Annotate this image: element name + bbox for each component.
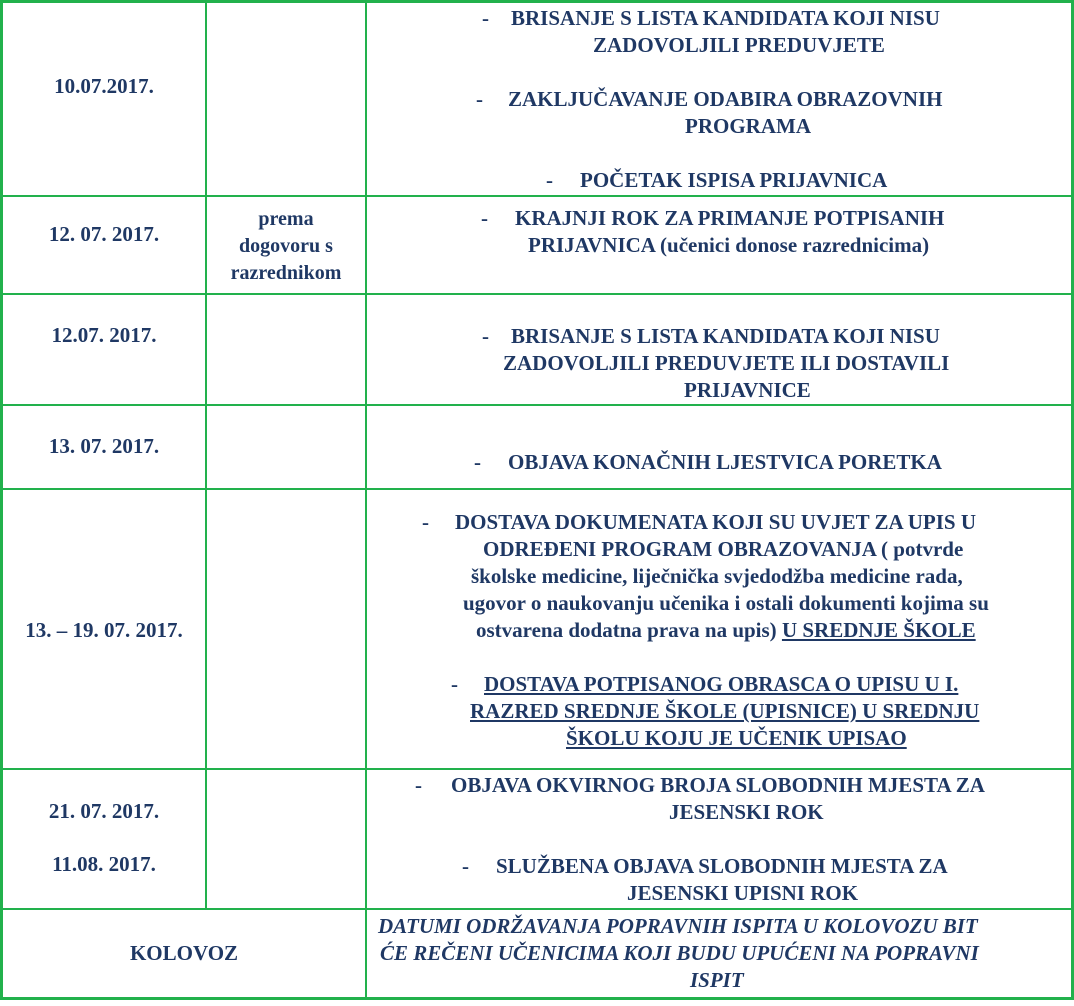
schedule-text: OBJAVA OKVIRNOG BROJA SLOBODNIH MJESTA ZA [451, 773, 985, 797]
schedule-text-underlined: RAZRED SREDNJE ŠKOLE (UPISNICE) U SREDNJU [470, 699, 980, 723]
schedule-text: BRISANJE S LISTA KANDIDATA KOJI NISU [511, 6, 940, 30]
note-line: dogovoru s [239, 235, 333, 257]
date-cell: 11.08. 2017. [52, 852, 156, 876]
schedule-text: SLUŽBENA OBJAVA SLOBODNIH MJESTA ZA [496, 854, 948, 878]
row-divider [0, 488, 1074, 490]
date-cell: 10.07.2017. [54, 74, 154, 98]
row-divider [0, 908, 1074, 910]
schedule-text: PRIJAVNICE [684, 378, 811, 402]
schedule-text: JESENSKI UPISNI ROK [627, 881, 859, 905]
schedule-text: PROGRAMA [685, 114, 811, 138]
bullet-dash: - [546, 168, 553, 192]
schedule-text: PRIJAVNICA (učenici donose razrednicima) [528, 233, 930, 257]
bullet-dash: - [474, 450, 481, 474]
note-line: prema [258, 208, 314, 230]
schedule-text-underlined: ŠKOLU KOJU JE UČENIK UPISAO [566, 726, 907, 750]
schedule-text: ODREĐENI PROGRAM OBRAZOVANJA ( potvrde [483, 537, 964, 561]
schedule-text: ZADOVOLJILI PREDUVJETE [593, 33, 885, 57]
column-divider [365, 0, 367, 1000]
schedule-note: DATUMI ODRŽAVANJA POPRAVNIH ISPITA U KOLOVOZU BIT [378, 914, 978, 938]
bullet-dash: - [451, 672, 458, 696]
schedule-text-underlined: U SREDNJE ŠKOLE [781, 618, 976, 642]
schedule-text: JESENSKI ROK [669, 800, 824, 824]
bullet-dash: - [415, 773, 422, 797]
bullet-dash: - [476, 87, 483, 111]
schedule-text: školske medicine, liječnička svjedodžba medicine rada, [471, 564, 963, 588]
date-cell: 13. 07. 2017. [48, 434, 160, 458]
row-divider [0, 293, 1074, 295]
bullet-dash: - [482, 324, 489, 348]
row-divider [0, 195, 1074, 197]
schedule-text: POČETAK ISPISA PRIJAVNICA [580, 168, 888, 192]
schedule-text: DOSTAVA DOKUMENATA KOJI SU UVJET ZA UPIS U [455, 510, 977, 534]
schedule-text [476, 617, 976, 644]
schedule-note: ISPIT [690, 968, 744, 992]
schedule-text: ZADOVOLJILI PREDUVJETE ILI DOSTAVILI [503, 351, 950, 375]
note-line: razrednikom [230, 262, 342, 284]
schedule-note: ĆE REČENI UČENICIMA KOJI BUDU UPUĆENI NA POPRAVNI [380, 941, 979, 965]
bullet-dash: - [481, 206, 488, 230]
bullet-dash: - [462, 854, 469, 878]
date-cell: 12.07. 2017. [51, 323, 157, 347]
date-cell: 21. 07. 2017. [48, 799, 160, 823]
schedule-text-plain: ostvarena dodatna prava na upis) [476, 618, 777, 642]
schedule-text: ugovor o naukovanju učenika i ostali dokumenti kojima su [463, 591, 989, 615]
schedule-text-underlined: DOSTAVA POTPISANOG OBRASCA O UPISU U I. [484, 672, 959, 696]
row-divider [0, 404, 1074, 406]
schedule-text: KRAJNJI ROK ZA PRIMANJE POTPISANIH [515, 206, 945, 230]
row-divider [0, 768, 1074, 770]
column-divider [205, 0, 207, 909]
bullet-dash: - [482, 6, 489, 30]
date-cell: 13. – 19. 07. 2017. [25, 618, 183, 642]
date-cell: 12. 07. 2017. [48, 222, 160, 246]
bullet-dash: - [422, 510, 429, 534]
schedule-text: OBJAVA KONAČNIH LJESTVICA PORETKA [508, 450, 942, 474]
schedule-text: BRISANJE S LISTA KANDIDATA KOJI NISU [511, 324, 940, 348]
schedule-text: ZAKLJUČAVANJE ODABIRA OBRAZOVNIH [508, 87, 943, 111]
month-cell: KOLOVOZ [129, 941, 239, 965]
